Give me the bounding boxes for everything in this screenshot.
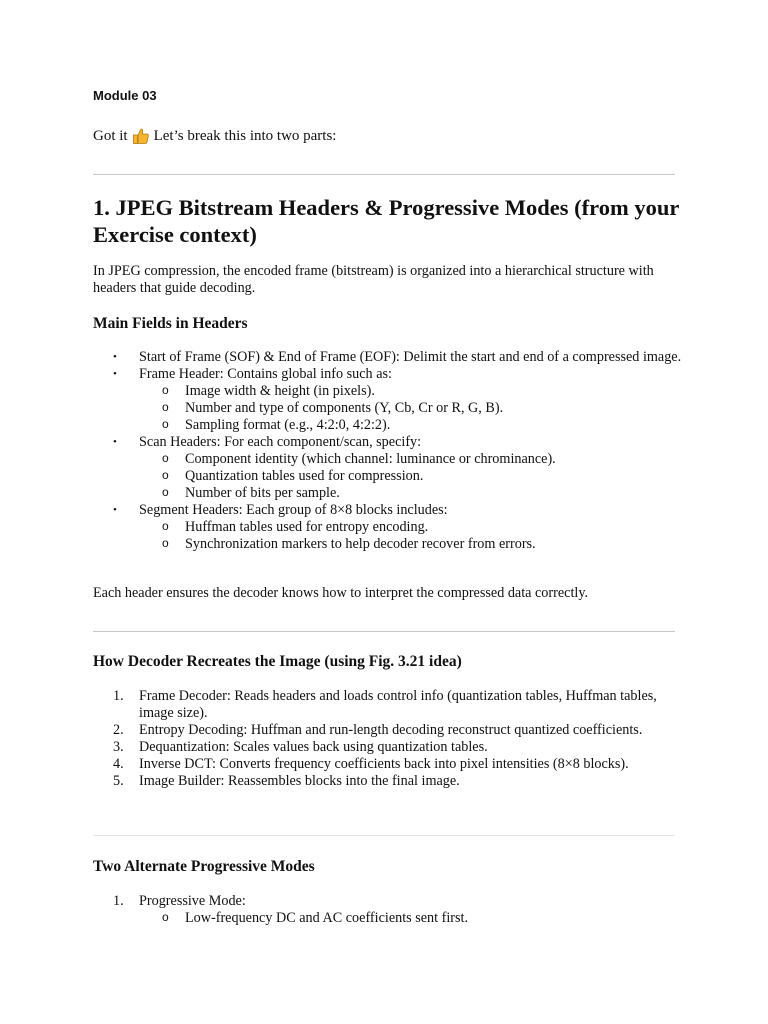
progressive-modes-list <box>93 893 693 927</box>
sub-list <box>139 519 693 553</box>
progressive-heading: Two Alternate Progressive Modes <box>93 858 315 875</box>
sub-list-item: o Number of bits per sample. <box>162 485 340 501</box>
intro-paragraph: In JPEG compression, the encoded frame (bitstream) is organized into a hierarchical structure with headers that guide decoding. <box>93 263 654 296</box>
decoder-heading: How Decoder Recreates the Image (using Fig. 3.21 idea) <box>93 653 462 670</box>
section-title: 1. JPEG Bitstream Headers & Progressive Modes (from your Exercise context) <box>93 195 679 247</box>
header-fields-list <box>93 349 693 553</box>
sub-list <box>139 451 693 502</box>
list-item: 4. Inverse DCT: Converts frequency coefficients back into pixel intensities (8×8 blocks). <box>113 756 629 772</box>
list-item: • Segment Headers: Each group of 8×8 blocks includes: o Huffman tables used for entropy encoding. o Synchronization markers to help decoder recover from errors. <box>93 502 693 553</box>
list-item: • Frame Header: Contains global info such as: o Image width & height (in pixels). o Number and type of components (Y, Cb, Cr or R, G, B). o Sampling format (e.g., 4:2:0, 4:2:2). <box>93 366 693 434</box>
sub-list <box>139 383 693 434</box>
sub-list <box>139 910 693 927</box>
intro-line <box>93 127 336 145</box>
closing-paragraph: Each header ensures the decoder knows how to interpret the compressed data correctly. <box>93 585 589 601</box>
module-label: Module 03 <box>93 88 157 103</box>
divider <box>93 631 675 632</box>
list-item: • Scan Headers: For each component/scan, specify: o Component identity (which channel: luminance or chrominance). o Quantization tables used for compression. o Number of bits per sample. <box>93 434 693 502</box>
sub-list-item: o Image width & height (in pixels). <box>162 383 375 399</box>
sub-list-item: o Huffman tables used for entropy encoding. <box>162 519 429 535</box>
sub-list-item: o Sampling format (e.g., 4:2:0, 4:2:2). <box>162 417 391 433</box>
list-item: 3. Dequantization: Scales values back using quantization tables. <box>113 739 488 755</box>
list-item: 1. Progressive Mode: o Low-frequency DC and AC coefficients sent first. <box>93 893 693 927</box>
list-item: 2. Entropy Decoding: Huffman and run-length decoding reconstruct quantized coefficients. <box>113 722 643 738</box>
decoder-steps-list <box>93 688 693 790</box>
sub-list-item: o Number and type of components (Y, Cb, Cr or R, G, B). <box>162 400 504 416</box>
thumbs-up-icon <box>132 127 150 145</box>
sub-list-item: o Component identity (which channel: luminance or chrominance). <box>162 451 556 467</box>
list-item: • Start of Frame (SOF) & End of Frame (EOF): Delimit the start and end of a compressed image. <box>113 349 682 365</box>
sub-list-item: o Low-frequency DC and AC coefficients sent first. <box>162 910 469 926</box>
list-item: 5. Image Builder: Reassembles blocks into the final image. <box>113 773 460 789</box>
sub-list-item: o Quantization tables used for compression. <box>162 468 424 484</box>
main-fields-heading: Main Fields in Headers <box>93 315 248 332</box>
list-item: 1. Frame Decoder: Reads headers and loads control info (quantization tables, Huffman tables, image size). <box>113 688 657 721</box>
sub-list-item: o Synchronization markers to help decoder recover from errors. <box>162 536 536 552</box>
intro-text-before: Got it <box>93 127 128 144</box>
intro-text-after: Let’s break this into two parts: <box>153 127 337 144</box>
divider <box>93 174 675 175</box>
divider <box>93 835 675 836</box>
